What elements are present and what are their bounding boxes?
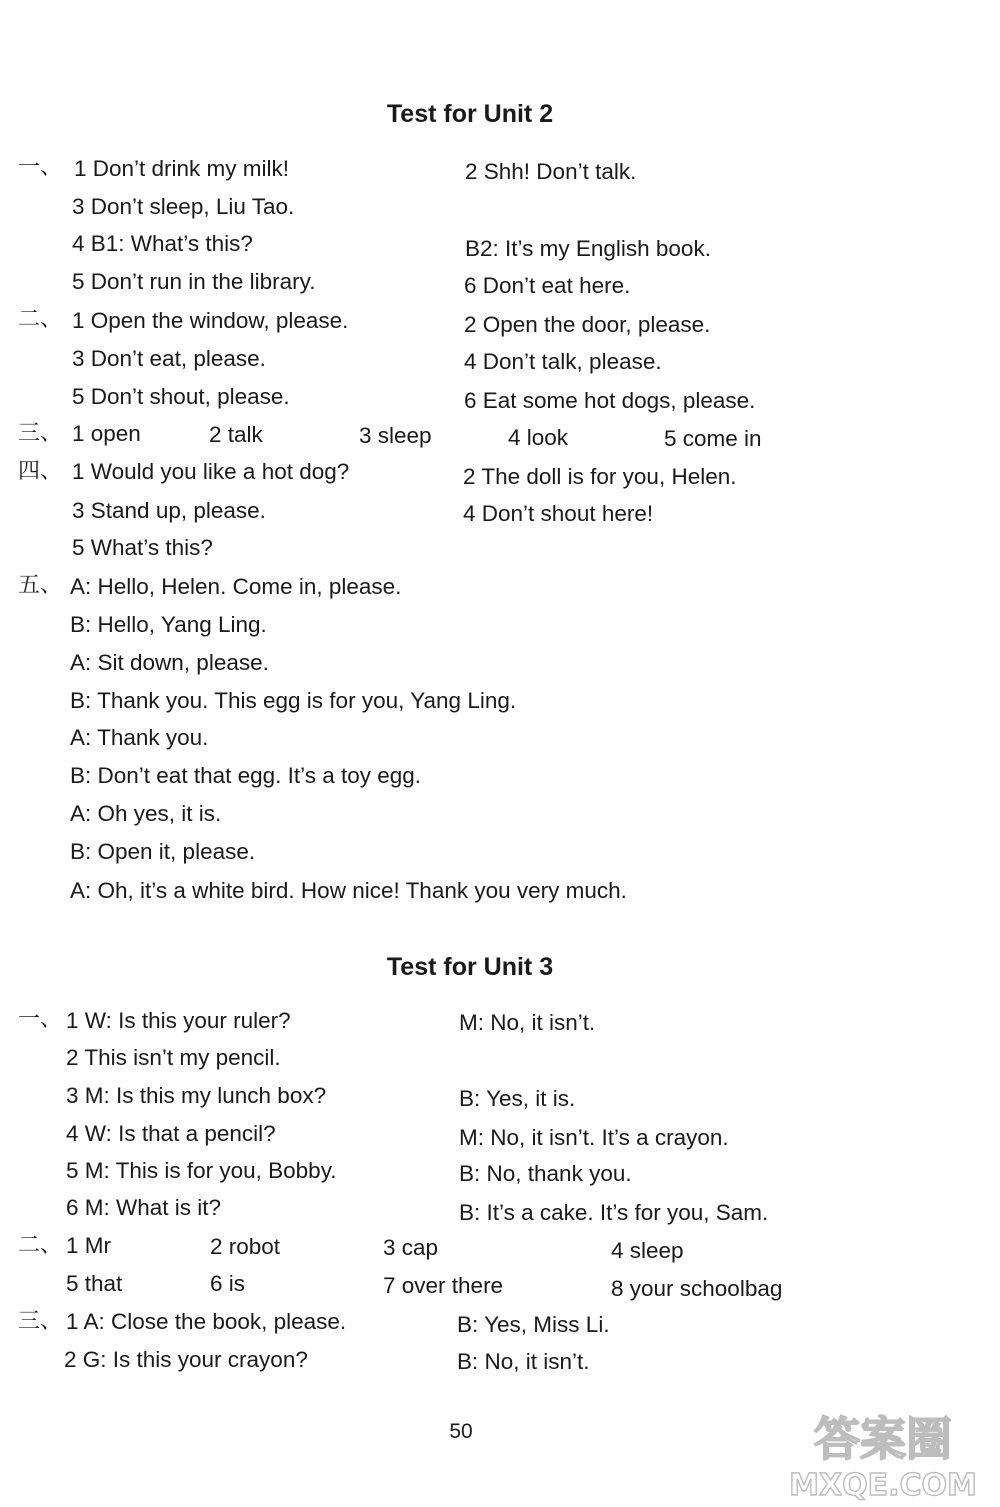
answer-line: B: No, it isn’t. xyxy=(457,1349,590,1374)
unit3-section2-number: 二、 xyxy=(18,1233,63,1258)
answer-word: 5 that xyxy=(66,1271,123,1296)
answer-line: M: No, it isn’t. It’s a crayon. xyxy=(459,1125,729,1150)
unit2-title: Test for Unit 2 xyxy=(386,100,554,128)
answer-line: 2 This isn’t my pencil. xyxy=(66,1045,281,1070)
answer-line: 4 B1: What’s this? xyxy=(72,231,253,256)
answer-word: 5 come in xyxy=(664,426,762,451)
answer-line: 2 The doll is for you, Helen. xyxy=(463,464,737,489)
answer-line: 5 M: This is for you, Bobby. xyxy=(66,1158,337,1183)
answer-line: 1 Open the window, please. xyxy=(72,308,349,333)
watermark-bottom-text xyxy=(789,1468,977,1503)
dialogue-line: A: Hello, Helen. Come in, please. xyxy=(70,574,402,599)
answer-line: B: Yes, it is. xyxy=(459,1086,576,1111)
dialogue-line: A: Sit down, please. xyxy=(70,650,269,675)
unit3-title: Test for Unit 3 xyxy=(386,953,554,981)
answer-line: 3 Stand up, please. xyxy=(72,498,266,523)
page-number: 50 xyxy=(449,1420,473,1443)
answer-word: 8 your schoolbag xyxy=(611,1276,783,1301)
answer-line: 1 A: Close the book, please. xyxy=(66,1309,347,1334)
answer-line: 1 Don’t drink my milk! xyxy=(74,156,290,181)
answer-line: B: It’s a cake. It’s for you, Sam. xyxy=(459,1200,769,1225)
answer-line: 1 Would you like a hot dog? xyxy=(72,459,350,484)
unit2-section4-number: 四、 xyxy=(18,459,63,484)
dialogue-line: A: Oh, it’s a white bird. How nice! Thank you very much. xyxy=(70,878,627,903)
answer-word: 6 is xyxy=(210,1271,246,1296)
answer-line: 2 Open the door, please. xyxy=(464,312,711,337)
answer-word: 1 open xyxy=(72,421,141,446)
answer-line: 2 G: Is this your crayon? xyxy=(64,1347,308,1372)
answer-line: 5 What’s this? xyxy=(72,535,213,560)
dialogue-line: A: Oh yes, it is. xyxy=(70,801,222,826)
answer-word: 1 Mr xyxy=(66,1233,111,1258)
answer-line: 4 W: Is that a pencil? xyxy=(66,1121,276,1146)
unit2-section2-number: 二、 xyxy=(18,307,63,332)
dialogue-line: A: Thank you. xyxy=(70,725,209,750)
dialogue-line: B: Thank you. This egg is for you, Yang Ling. xyxy=(70,688,517,713)
answer-word: 4 look xyxy=(508,425,569,450)
svg-text:MXQE.COM: MXQE.COM xyxy=(789,1468,977,1503)
answer-line: 6 Don’t eat here. xyxy=(464,273,631,298)
dialogue-line: B: Hello, Yang Ling. xyxy=(70,612,267,637)
unit2-section3-number: 三、 xyxy=(18,421,63,446)
answer-word: 2 robot xyxy=(210,1234,281,1259)
dialogue-line: B: Don’t eat that egg. It’s a toy egg. xyxy=(70,763,422,788)
answer-word: 3 cap xyxy=(383,1235,439,1260)
answer-line: 6 Eat some hot dogs, please. xyxy=(464,388,756,413)
answer-line: 2 Shh! Don’t talk. xyxy=(465,159,637,184)
dialogue-line: B: Open it, please. xyxy=(70,839,256,864)
answer-word: 3 sleep xyxy=(359,423,432,448)
answer-word: 2 talk xyxy=(209,422,263,447)
answer-line: 5 Don’t shout, please. xyxy=(72,384,290,409)
answer-line: 3 Don’t eat, please. xyxy=(72,346,266,371)
answer-line: 4 Don’t shout here! xyxy=(463,501,654,526)
watermark-top-text xyxy=(814,1412,952,1466)
answer-word: 7 over there xyxy=(383,1273,504,1298)
answer-line: 4 Don’t talk, please. xyxy=(464,349,662,374)
answer-line: M: No, it isn’t. xyxy=(459,1010,596,1035)
answer-line: 6 M: What is it? xyxy=(66,1195,222,1220)
unit2-section1-number: 一、 xyxy=(18,155,63,180)
answer-line: 5 Don’t run in the library. xyxy=(72,269,316,294)
answer-line: B: Yes, Miss Li. xyxy=(457,1312,610,1337)
unit3-section1-number: 一、 xyxy=(18,1007,63,1032)
answer-line: B2: It’s my English book. xyxy=(465,236,711,261)
watermark-logo xyxy=(760,1395,998,1505)
answer-line: 3 Don’t sleep, Liu Tao. xyxy=(72,194,295,219)
answer-line: B: No, thank you. xyxy=(459,1161,632,1186)
svg-text:答案圈: 答案圈 xyxy=(814,1412,952,1466)
answer-line: 3 M: Is this my lunch box? xyxy=(66,1083,327,1108)
unit2-section5-number: 五、 xyxy=(18,573,63,598)
unit3-section3-number: 三、 xyxy=(18,1309,63,1334)
answer-word: 4 sleep xyxy=(611,1238,684,1263)
answer-line: 1 W: Is this your ruler? xyxy=(66,1008,291,1033)
